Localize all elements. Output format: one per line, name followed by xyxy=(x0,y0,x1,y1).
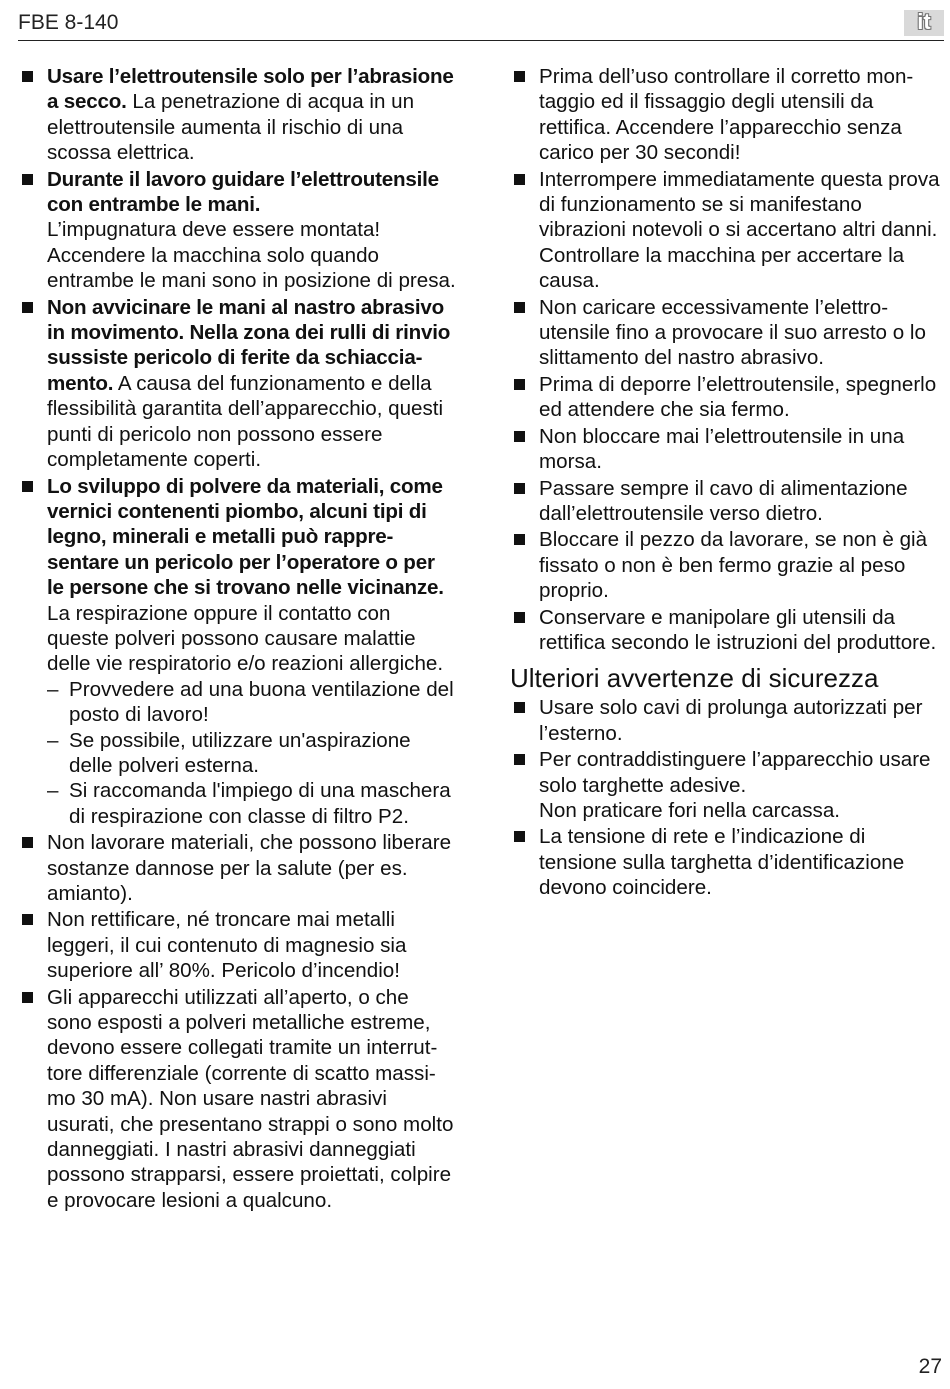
warning-text: Non praticare fori nella carcassa. xyxy=(539,798,841,822)
square-bullet-icon xyxy=(22,837,33,848)
list-item xyxy=(510,527,942,603)
square-bullet-icon xyxy=(514,431,525,442)
list-item xyxy=(18,64,456,166)
warning-text: Bloccare il pezzo da lavorare, se non è già fissato o non è ben fermo grazie al peso proprio. xyxy=(539,528,928,603)
sub-list-item xyxy=(47,778,456,829)
warning-bold: Lo sviluppo di polvere da materiali, come vernici contenenti piombo, alcuni tipi di legno, minerali e metalli può rappresentare un pericolo per l’operatore o per le persone che si trovano nelle vicinanze. xyxy=(47,474,444,600)
square-bullet-icon xyxy=(514,379,525,390)
square-bullet-icon xyxy=(514,612,525,623)
warning-text: Conservare e manipolare gli utensili da rettifica secondo le istruzioni del produttore. xyxy=(539,605,937,654)
warning-text: La respirazione oppure il contatto con queste polveri possono causare malattie delle vie respiratorio e/o reazioni allergiche. xyxy=(47,601,444,676)
page-header xyxy=(18,8,944,41)
list-item xyxy=(510,605,942,656)
warning-text: Prima dell’uso controllare il corretto montaggio ed il fissaggio degli utensili da rettifica. Accendere l’apparecchio senza carico per 30 secondi! xyxy=(539,65,914,165)
list-item xyxy=(18,474,456,830)
sub-item-text: Provvedere ad una buona ventilazione del posto di lavoro! xyxy=(69,677,454,727)
document-title: FBE 8-140 xyxy=(18,11,119,34)
right-column xyxy=(510,64,942,902)
square-bullet-icon xyxy=(514,174,525,185)
warning-text: Per contraddistinguere l’apparecchio usare solo targhette adesive. xyxy=(539,748,931,797)
list-item xyxy=(510,424,942,475)
square-bullet-icon xyxy=(514,754,525,765)
dash-bullet: – xyxy=(47,728,59,752)
warning-text: Non caricare eccessivamente l’elettroutensile fino a provocare il suo arresto o lo slittamento del nastro abrasivo. xyxy=(539,295,926,370)
square-bullet-icon xyxy=(22,992,33,1003)
warning-text: Passare sempre il cavo di alimentazione dall’elettroutensile verso dietro. xyxy=(539,476,908,525)
warning-bold: Non avvicinare le mani al nastro abrasivo in movimento. Nella zona dei rulli di rinvio sussiste pericolo di ferite da schiacciamento. xyxy=(47,295,451,395)
square-bullet-icon xyxy=(22,302,33,313)
square-bullet-icon xyxy=(22,914,33,925)
square-bullet-icon xyxy=(22,71,33,82)
language-badge: it xyxy=(904,10,944,36)
warning-text: Non bloccare mai l’elettroutensile in una morsa. xyxy=(539,424,905,474)
sub-list-item xyxy=(47,677,456,728)
warning-text: Non lavorare materiali, che possono liberare sostanze dannose per la salute (per es. amianto). xyxy=(47,831,452,905)
list-item xyxy=(510,476,942,527)
warning-text: Non rettificare, né troncare mai metalli leggeri, il cui contenuto di magnesio sia superiore all’ 80%. Pericolo d’incendio! xyxy=(47,908,407,983)
warning-text: La tensione di rete e l’indicazione di tensione sulla targhetta d’identificazione devono coincidere. xyxy=(539,825,905,900)
square-bullet-icon xyxy=(514,302,525,313)
square-bullet-icon xyxy=(514,831,525,842)
list-item xyxy=(18,167,456,294)
warning-bold: Durante il lavoro guidare l’elettroutensile con entrambe le mani. xyxy=(47,167,439,217)
warning-bold: Usare l’elettroutensile solo per l’abrasione a secco. xyxy=(47,65,454,114)
sub-item-text: Se possibile, utilizzare un'aspirazione delle polveri esterna. xyxy=(69,728,411,777)
sub-item-text: Si raccomanda l'impiego di una maschera di respirazione con classe di filtro P2. xyxy=(69,779,451,828)
square-bullet-icon xyxy=(514,702,525,713)
list-item xyxy=(18,907,456,983)
list-item xyxy=(510,824,942,900)
square-bullet-icon xyxy=(514,71,525,82)
list-item xyxy=(18,985,456,1214)
dash-bullet: – xyxy=(47,779,59,803)
warning-text: A causa del funzionamento e della flessibilità garantita dell’apparecchio, questi punti di pericolo non possono essere completamente coperti. xyxy=(47,371,444,472)
dash-bullet: – xyxy=(47,677,59,701)
list-item xyxy=(510,695,942,746)
list-item xyxy=(18,830,456,906)
warning-text: L’impugnatura deve essere montata! Accendere la macchina solo quando entrambe le mani sono in posizione di presa. xyxy=(47,218,456,293)
warning-text: Prima di deporre l’elettroutensile, spegnerlo ed attendere che sia fermo. xyxy=(539,372,937,422)
square-bullet-icon xyxy=(22,174,33,185)
square-bullet-icon xyxy=(514,483,525,494)
warning-text: Usare solo cavi di prolunga autorizzati per l’esterno. xyxy=(539,696,923,745)
list-item xyxy=(510,64,942,166)
warning-text: Interrompere immediatamente questa prova di funzionamento se si manifestano vibrazioni notevoli o si accertano altri danni. Controllare la macchina per accertare la causa. xyxy=(539,167,940,293)
square-bullet-icon xyxy=(514,534,525,545)
page-number: 27 xyxy=(918,1355,942,1378)
sub-list-item xyxy=(47,728,456,779)
warning-text: La penetrazione di acqua in un elettroutensile aumenta il rischio di una scossa elettrica. xyxy=(47,90,415,165)
list-item xyxy=(510,295,942,371)
list-item xyxy=(18,295,456,473)
list-item xyxy=(510,747,942,823)
square-bullet-icon xyxy=(22,481,33,492)
warning-text: Gli apparecchi utilizzati all’aperto, o che sono esposti a polveri metalliche estreme, devono essere collegati tramite un interruttore differenziale (corrente di scatto massimo 30 mA). Non usare nastri abrasivi usurati, che presentano strappi o sono molto danneggiati. I nastri abrasivi danneggiati possono strapparsi, essere proiettati, colpire e provocare lesioni a qualcuno. xyxy=(47,985,454,1212)
list-item xyxy=(510,372,942,423)
left-column xyxy=(18,64,456,1214)
list-item xyxy=(510,167,942,294)
section-heading: Ulteriori avvertenze di sicurezza xyxy=(510,663,879,694)
